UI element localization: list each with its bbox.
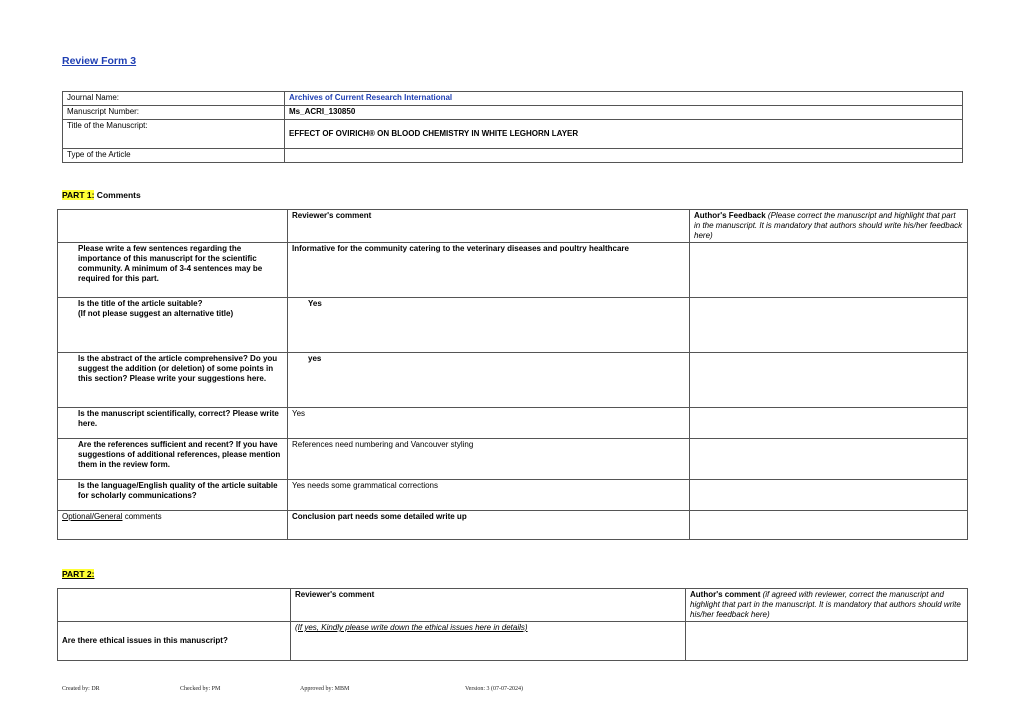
feedback-references[interactable] — [690, 439, 968, 480]
comment-importance: Informative for the community catering to the veterinary diseases and poultry healthcare — [288, 243, 690, 298]
optional-feedback[interactable] — [690, 511, 968, 540]
feedback-scientific[interactable] — [690, 408, 968, 439]
comment-title: Yes — [288, 298, 690, 353]
journal-label: Journal Name: — [63, 92, 285, 106]
footer-version: Version: 3 (07-07-2024) — [465, 686, 523, 692]
part2-reviewer-header: Reviewer's comment — [291, 589, 686, 622]
part1-comments-table — [57, 209, 968, 540]
manuscript-number-value: Ms_ACRI_130850 — [285, 106, 963, 120]
comment-abstract: yes — [288, 353, 690, 408]
footer-created: Created by: DR — [62, 686, 100, 692]
table-row — [58, 480, 968, 511]
title-value: EFFECT OF OVIRICH® ON BLOOD CHEMISTRY IN WHITE LEGHORN LAYER — [285, 120, 963, 149]
title-row — [63, 120, 963, 149]
feedback-importance[interactable] — [690, 243, 968, 298]
optional-comment: Conclusion part needs some detailed write up — [288, 511, 690, 540]
part2-header-blank — [58, 589, 291, 622]
part2-header-row — [58, 589, 968, 622]
question-scientific: Is the manuscript scientifically, correct? Please write here. — [58, 408, 288, 439]
comment-language: Yes needs some grammatical corrections — [288, 480, 690, 511]
form-title: Review Form 3 — [62, 55, 137, 67]
optional-label-underlined: Optional/General — [62, 512, 123, 521]
part1-label-highlight: PART 1: — [62, 190, 95, 200]
part2-author-header-bold: Author's comment — [690, 590, 761, 599]
table-row — [58, 511, 968, 540]
part2-label — [62, 569, 94, 579]
question-abstract: Is the abstract of the article comprehensive? Do you suggest the addition (or deletion) of some points in this section? Please write your suggestions here. — [58, 353, 288, 408]
article-type-value — [285, 149, 963, 163]
table-row — [58, 353, 968, 408]
journal-value: Archives of Current Research International — [285, 92, 963, 106]
part2-ethics-table — [57, 588, 968, 661]
question-language: Is the language/English quality of the article suitable for scholarly communications? — [58, 480, 288, 511]
feedback-abstract[interactable] — [690, 353, 968, 408]
question-ethics: Are there ethical issues in this manuscript? — [58, 622, 291, 661]
feedback-title[interactable] — [690, 298, 968, 353]
part1-header-row — [58, 210, 968, 243]
part2-label-highlight: PART 2: — [62, 569, 95, 579]
part1-author-header — [690, 210, 968, 243]
manuscript-info-table — [62, 91, 963, 163]
question-title: Is the title of the article suitable? (If not please suggest an alternative title) — [58, 298, 288, 353]
part2-author-header-italic: (if agreed with reviewer, correct the manuscript and highlight that part in the manuscript. It is mandatory that authors should write his/her feedback here) — [690, 590, 961, 619]
part1-author-header-italic: (Please correct the manuscript and highlight that part in the manuscript. It is mandatory that authors should write his/her feedback here) — [694, 211, 963, 240]
feedback-ethics[interactable] — [686, 622, 968, 661]
part1-label-rest: Comments — [94, 190, 141, 200]
comment-references: References need numbering and Vancouver styling — [288, 439, 690, 480]
footer-checked: Checked by: PM — [180, 686, 221, 692]
article-type-label: Type of the Article — [63, 149, 285, 163]
title-label: Title of the Manuscript: — [63, 120, 285, 149]
part1-label — [62, 190, 141, 200]
part1-reviewer-header: Reviewer's comment — [288, 210, 690, 243]
article-type-row — [63, 149, 963, 163]
table-row — [58, 243, 968, 298]
journal-row — [63, 92, 963, 106]
optional-label-rest: comments — [122, 512, 162, 521]
table-row — [58, 622, 968, 661]
part2-author-header — [686, 589, 968, 622]
question-importance: Please write a few sentences regarding the importance of this manuscript for the scientific community. A minimum of 3-4 sentences may be required for this part. — [58, 243, 288, 298]
table-row — [58, 439, 968, 480]
manuscript-number-row — [63, 106, 963, 120]
manuscript-number-label: Manuscript Number: — [63, 106, 285, 120]
comment-scientific: Yes — [288, 408, 690, 439]
table-row — [58, 298, 968, 353]
table-row — [58, 408, 968, 439]
comment-ethics: (If yes, Kindly please write down the ethical issues here in details) — [291, 622, 686, 661]
optional-comments-label — [58, 511, 288, 540]
footer-approved: Approved by: MBM — [300, 686, 350, 692]
question-references: Are the references sufficient and recent? If you have suggestions of additional references, please mention them in the review form. — [58, 439, 288, 480]
part1-header-blank — [58, 210, 288, 243]
part1-author-header-bold: Author's Feedback — [694, 211, 766, 220]
feedback-language[interactable] — [690, 480, 968, 511]
